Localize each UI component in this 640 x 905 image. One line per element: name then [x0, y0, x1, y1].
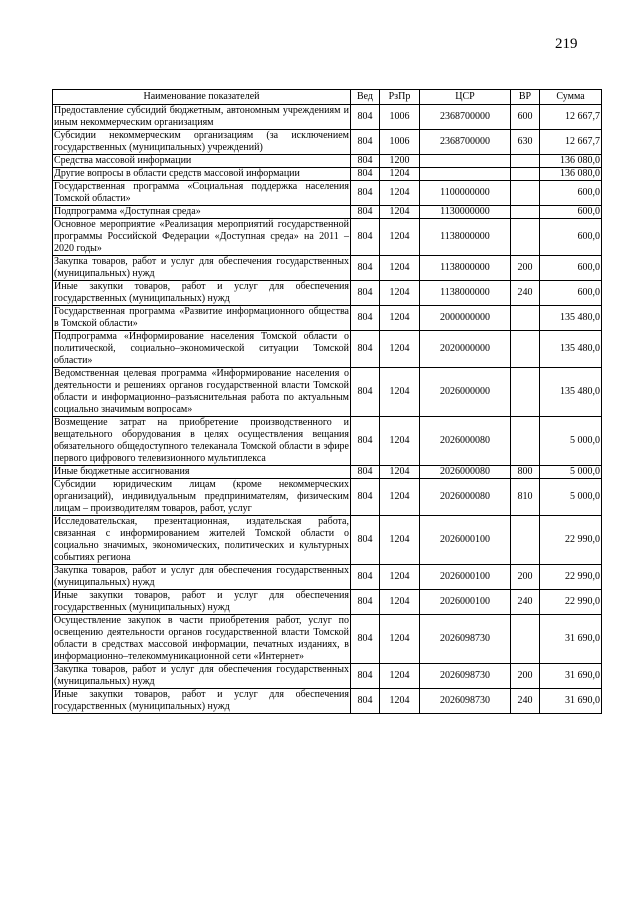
cell-ved: 804: [351, 306, 380, 331]
table-row: [53, 565, 602, 590]
cell-ved: 804: [351, 466, 380, 479]
table-header-row: [53, 90, 602, 105]
cell-csr: 2026098730: [420, 615, 511, 664]
cell-csr: 2026098730: [420, 664, 511, 689]
table-row: [53, 281, 602, 306]
header-name: Наименование показателей: [53, 90, 351, 105]
cell-ved: 804: [351, 565, 380, 590]
table-row: [53, 479, 602, 516]
cell-vr: 240: [511, 689, 540, 714]
cell-rzpr: 1204: [380, 168, 420, 181]
cell-rzpr: 1204: [380, 219, 420, 256]
cell-sum: 600,0: [540, 281, 602, 306]
cell-ved: 804: [351, 479, 380, 516]
cell-vr: 630: [511, 130, 540, 155]
cell-rzpr: 1204: [380, 306, 420, 331]
cell-rzpr: 1204: [380, 565, 420, 590]
cell-vr: [511, 615, 540, 664]
cell-ved: 804: [351, 219, 380, 256]
cell-name: Осуществление закупок в части приобретения работ, услуг по освещению деятельности органов государственной власти Томской области в средствах массовой информации, печатных изданиях, в информационно–телекоммуникационной сети «Интернет»: [54, 615, 349, 662]
header-rzpr: РзПр: [380, 90, 420, 105]
cell-sum: 5 000,0: [540, 466, 602, 479]
cell-vr: 240: [511, 590, 540, 615]
cell-name: Подпрограмма «Доступная среда»: [53, 206, 351, 219]
cell-ved: 804: [351, 105, 380, 130]
cell-rzpr: 1204: [380, 417, 420, 466]
cell-name: Основное мероприятие «Реализация мероприятий государственной программы Российской Федерации «Доступная среда» на 2011 – 2020 годы»: [54, 219, 349, 254]
cell-ved: 804: [351, 181, 380, 206]
cell-ved: 804: [351, 590, 380, 615]
cell-name: Средства массовой информации: [53, 155, 351, 168]
cell-rzpr: 1204: [380, 615, 420, 664]
cell-vr: 200: [511, 256, 540, 281]
table-row: [53, 130, 602, 155]
cell-ved: 804: [351, 256, 380, 281]
cell-sum: 22 990,0: [540, 590, 602, 615]
cell-name: Иные закупки товаров, работ и услуг для обеспечения государственных (муниципальных) нужд: [54, 281, 349, 304]
table-row: [53, 219, 602, 256]
cell-vr: [511, 368, 540, 417]
table-row: [53, 466, 602, 479]
cell-sum: 600,0: [540, 256, 602, 281]
cell-csr: [420, 168, 511, 181]
cell-name: Исследовательская, презентационная, издательская работа, связанная с информированием жителей Томской области о социально значимых, экономических, политических и культурных событиях региона: [54, 516, 349, 563]
cell-vr: [511, 181, 540, 206]
table-row: [53, 664, 602, 689]
table-row: [53, 689, 602, 714]
cell-csr: 2026000000: [420, 368, 511, 417]
cell-sum: 31 690,0: [540, 615, 602, 664]
cell-rzpr: 1204: [380, 664, 420, 689]
cell-sum: 31 690,0: [540, 689, 602, 714]
cell-csr: 2026000080: [420, 466, 511, 479]
cell-ved: 804: [351, 168, 380, 181]
cell-sum: 136 080,0: [540, 155, 602, 168]
cell-csr: 2026000100: [420, 565, 511, 590]
cell-name: Иные закупки товаров, работ и услуг для обеспечения государственных (муниципальных) нужд: [54, 590, 349, 613]
table-row: [53, 155, 602, 168]
cell-vr: 200: [511, 565, 540, 590]
cell-rzpr: 1204: [380, 206, 420, 219]
cell-name: Закупка товаров, работ и услуг для обеспечения государственных (муниципальных) нужд: [54, 256, 349, 279]
page-number: 219: [555, 36, 578, 52]
cell-sum: 600,0: [540, 181, 602, 206]
cell-name: Иные закупки товаров, работ и услуг для обеспечения государственных (муниципальных) нужд: [54, 689, 349, 712]
header-vr: ВР: [511, 90, 540, 105]
table-row: [53, 168, 602, 181]
cell-vr: [511, 219, 540, 256]
cell-ved: 804: [351, 155, 380, 168]
cell-ved: 804: [351, 206, 380, 219]
budget-table: [52, 89, 602, 714]
cell-sum: 22 990,0: [540, 516, 602, 565]
cell-rzpr: 1204: [380, 181, 420, 206]
cell-sum: 5 000,0: [540, 479, 602, 516]
cell-name: Иные бюджетные ассигнования: [53, 466, 351, 479]
cell-name: Субсидии юридическим лицам (кроме некоммерческих организаций), индивидуальным предпринимателям, физическим лицам – производителям товаров, работ, услуг: [54, 479, 349, 514]
cell-name: Государственная программа «Развитие информационного общества в Томской области»: [54, 306, 349, 329]
cell-sum: 135 480,0: [540, 306, 602, 331]
cell-name: Закупка товаров, работ и услуг для обеспечения государственных (муниципальных) нужд: [54, 565, 349, 588]
cell-vr: 800: [511, 466, 540, 479]
cell-name: Предоставление субсидий бюджетным, автономным учреждениям и иным некоммерческим организациям: [54, 105, 349, 128]
cell-rzpr: 1006: [380, 105, 420, 130]
header-ved: Вед: [351, 90, 380, 105]
cell-csr: 2026000100: [420, 590, 511, 615]
cell-csr: 1138000000: [420, 219, 511, 256]
cell-sum: 135 480,0: [540, 368, 602, 417]
cell-rzpr: 1204: [380, 479, 420, 516]
cell-name: Возмещение затрат на приобретение производственного и вещательного оборудования в целях осуществления вещания обязательного общедоступного телеканала Томской области в эфире первого цифрового телевизионного мультиплекса: [54, 417, 349, 464]
cell-csr: [420, 155, 511, 168]
table-row: [53, 417, 602, 466]
cell-csr: 2368700000: [420, 130, 511, 155]
table-row: [53, 306, 602, 331]
cell-rzpr: 1204: [380, 516, 420, 565]
cell-csr: 2026000080: [420, 417, 511, 466]
cell-csr: 1138000000: [420, 281, 511, 306]
cell-ved: 804: [351, 331, 380, 368]
table-row: [53, 105, 602, 130]
cell-name: Подпрограмма «Информирование населения Томской области о политической, социально–экономической ситуации Томской области»: [54, 331, 349, 366]
cell-sum: 12 667,7: [540, 130, 602, 155]
cell-csr: 2026098730: [420, 689, 511, 714]
header-sum: Сумма: [540, 90, 602, 105]
table-row: [53, 516, 602, 565]
cell-sum: 22 990,0: [540, 565, 602, 590]
table-row: [53, 181, 602, 206]
table-row: [53, 590, 602, 615]
cell-rzpr: 1204: [380, 331, 420, 368]
cell-rzpr: 1204: [380, 281, 420, 306]
cell-vr: [511, 331, 540, 368]
cell-name: Ведомственная целевая программа «Информирование населения о деятельности и решениях органов государственной власти Томской области и информационно–разъяснительная работа по актуальным социально значимым вопросам»: [54, 368, 349, 415]
cell-name: Субсидии некоммерческим организациям (за исключением государственных (муниципальных) учреждений): [54, 130, 349, 153]
cell-csr: 2000000000: [420, 306, 511, 331]
cell-vr: [511, 306, 540, 331]
cell-csr: 1138000000: [420, 256, 511, 281]
cell-vr: 600: [511, 105, 540, 130]
header-csr: ЦСР: [420, 90, 511, 105]
cell-csr: 2368700000: [420, 105, 511, 130]
cell-sum: 136 080,0: [540, 168, 602, 181]
cell-rzpr: 1204: [380, 689, 420, 714]
cell-csr: 2026000080: [420, 479, 511, 516]
cell-rzpr: 1204: [380, 256, 420, 281]
cell-sum: 600,0: [540, 206, 602, 219]
cell-vr: 200: [511, 664, 540, 689]
cell-rzpr: 1204: [380, 590, 420, 615]
cell-ved: 804: [351, 130, 380, 155]
cell-sum: 600,0: [540, 219, 602, 256]
cell-vr: [511, 155, 540, 168]
cell-ved: 804: [351, 368, 380, 417]
cell-ved: 804: [351, 615, 380, 664]
cell-rzpr: 1204: [380, 368, 420, 417]
table-row: [53, 256, 602, 281]
cell-csr: 1100000000: [420, 181, 511, 206]
table-row: [53, 206, 602, 219]
cell-ved: 804: [351, 516, 380, 565]
cell-ved: 804: [351, 664, 380, 689]
cell-vr: 240: [511, 281, 540, 306]
cell-csr: 2020000000: [420, 331, 511, 368]
cell-sum: 135 480,0: [540, 331, 602, 368]
table-row: [53, 331, 602, 368]
cell-name: Государственная программа «Социальная поддержка населения Томской области»: [54, 181, 349, 204]
cell-rzpr: 1006: [380, 130, 420, 155]
cell-rzpr: 1204: [380, 466, 420, 479]
cell-sum: 31 690,0: [540, 664, 602, 689]
cell-vr: [511, 417, 540, 466]
cell-vr: 810: [511, 479, 540, 516]
cell-vr: [511, 516, 540, 565]
cell-rzpr: 1200: [380, 155, 420, 168]
cell-vr: [511, 206, 540, 219]
cell-csr: 2026000100: [420, 516, 511, 565]
cell-ved: 804: [351, 689, 380, 714]
cell-name: Закупка товаров, работ и услуг для обеспечения государственных (муниципальных) нужд: [54, 664, 349, 687]
table-row: [53, 615, 602, 664]
cell-vr: [511, 168, 540, 181]
cell-ved: 804: [351, 281, 380, 306]
table-row: [53, 368, 602, 417]
cell-sum: 5 000,0: [540, 417, 602, 466]
cell-name: Другие вопросы в области средств массовой информации: [53, 168, 351, 181]
cell-sum: 12 667,7: [540, 105, 602, 130]
cell-ved: 804: [351, 417, 380, 466]
cell-csr: 1130000000: [420, 206, 511, 219]
